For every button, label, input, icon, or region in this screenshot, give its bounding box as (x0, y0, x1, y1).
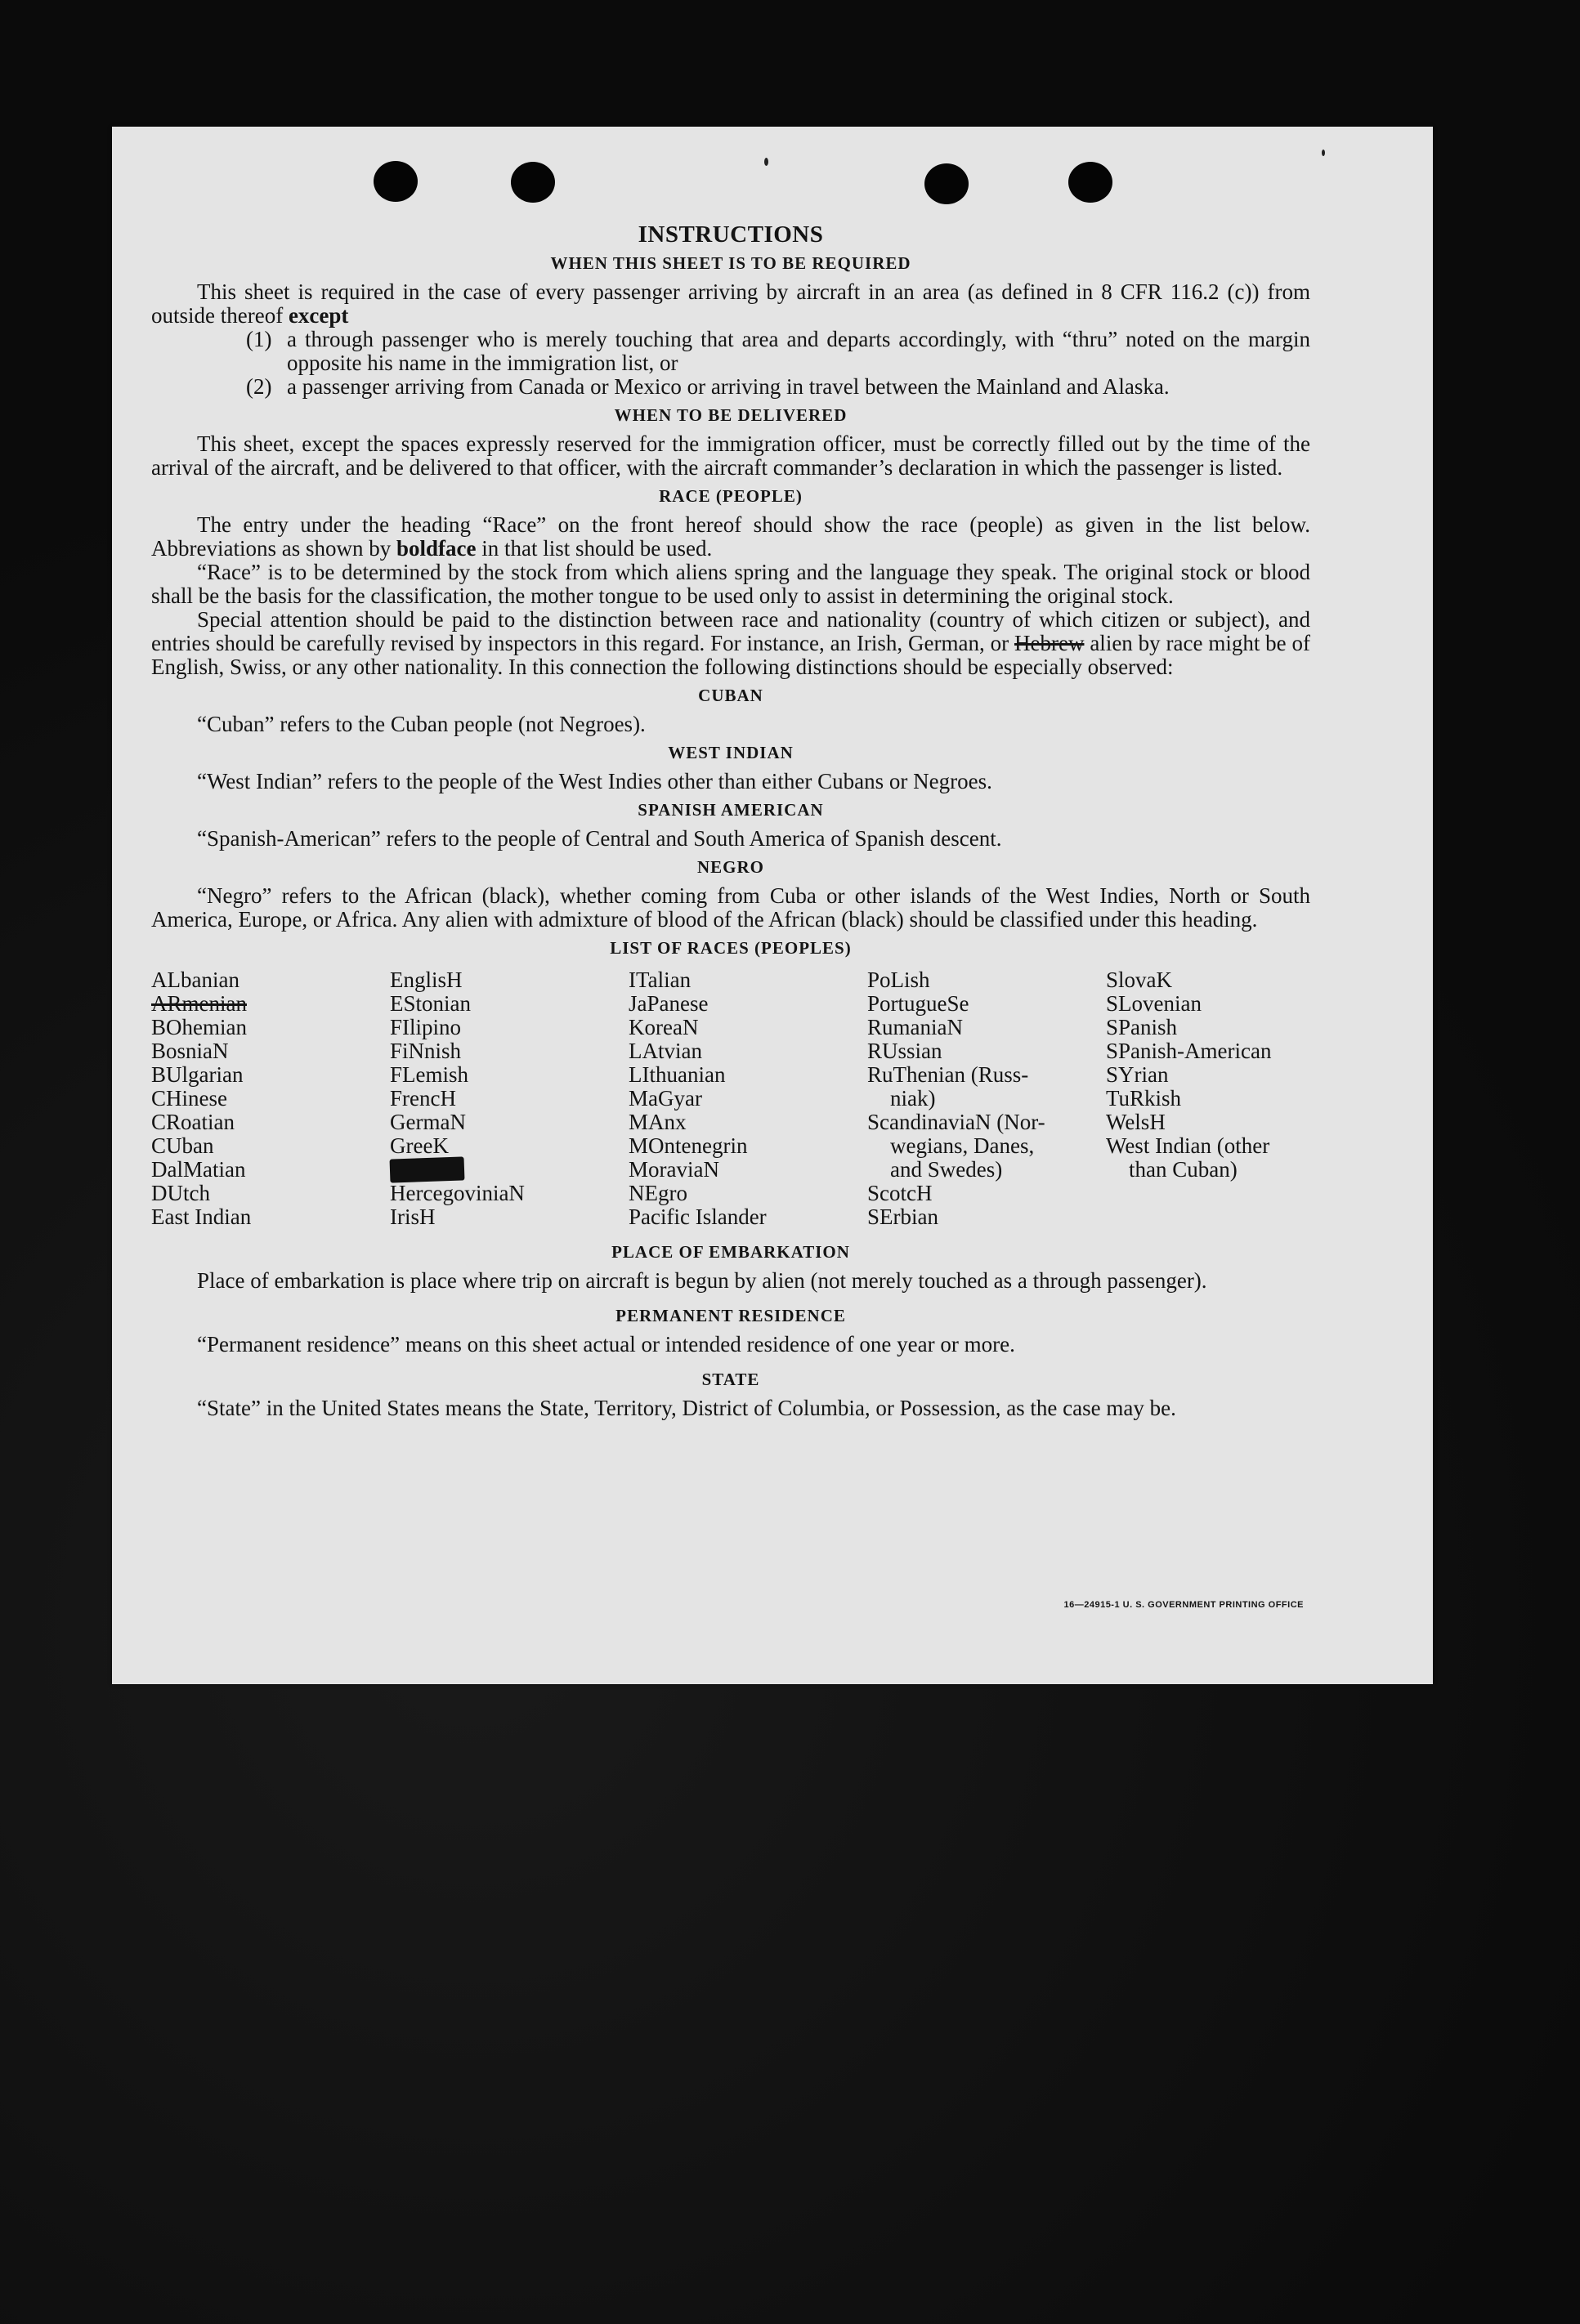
race-column (1106, 968, 1310, 1229)
race-item: East Indian (151, 1204, 252, 1229)
section-heading: WHEN THIS SHEET IS TO BE REQUIRED (550, 253, 911, 273)
race-item: CUban (151, 1133, 214, 1158)
paragraph: The entry under the heading “Race” on the front hereof should show the race (people) as given in the list below. Abbreviations as shown by boldface in that list should be used. (151, 512, 1310, 561)
paragraph: “Cuban” refers to the Cuban people (not Negroes). (197, 712, 646, 736)
race-item: CRoatian (151, 1110, 235, 1134)
race-item-redacted (390, 1158, 629, 1182)
punch-hole (924, 163, 969, 204)
race-item: MOntenegrin (629, 1133, 748, 1158)
race-item: DUtch (151, 1181, 210, 1205)
paragraph: This sheet, except the spaces expressly reserved for the immigration officer, must be correctly filled out by the time of the arrival of the aircraft, and be delivered to that officer, with the aircraft commander’s declaration in which the passenger is listed. (151, 431, 1310, 480)
race-item: SPanish (1106, 1015, 1178, 1039)
race-item: West Indian (other (1106, 1133, 1270, 1158)
race-item: FLemish (390, 1062, 469, 1087)
race-item: MoraviaN (629, 1157, 719, 1182)
section-heading: LIST OF RACES (PEOPLES) (610, 938, 852, 958)
race-column (867, 968, 1106, 1229)
race-item: RUssian (867, 1039, 942, 1063)
race-item: MAnx (629, 1110, 687, 1134)
race-item: BUlgarian (151, 1062, 244, 1087)
race-item: FrencH (390, 1086, 456, 1111)
section-heading: RACE (PEOPLE) (659, 486, 803, 506)
race-item: BOhemian (151, 1015, 247, 1039)
race-item: FIlipino (390, 1015, 462, 1039)
punch-hole (374, 161, 418, 202)
exception-item: (2) a passenger arriving from Canada or Mexico or arriving in travel between the Mainland and Alaska. (246, 374, 1170, 399)
race-item: ARmenian (151, 991, 247, 1016)
paragraph: “Negro” refers to the African (black), whether coming from Cuba or other islands of the West Indies, North or South America, Europe, or Africa. Any alien with admixture of blood of the African (black) should be classified under this heading. (151, 883, 1310, 932)
section-heading: PERMANENT RESIDENCE (615, 1306, 846, 1325)
race-item: SLovenian (1106, 991, 1202, 1016)
race-item: WelsH (1106, 1110, 1166, 1134)
race-item: PortugueSe (867, 991, 969, 1016)
race-item: BosniaN (151, 1039, 229, 1063)
race-list (151, 968, 1310, 1229)
race-item: SPanish-American (1106, 1039, 1272, 1063)
paragraph: “State” in the United States means the State, Territory, District of Columbia, or Possession, as the case may be. (197, 1396, 1176, 1420)
race-item: RumaniaN (867, 1015, 963, 1039)
race-item: MaGyar (629, 1086, 702, 1111)
race-item: LIthuanian (629, 1062, 726, 1087)
race-item: ScandinaviaN (Nor- (867, 1110, 1045, 1134)
struck-word: Hebrew (1014, 631, 1085, 655)
race-item: PoLish (867, 968, 930, 992)
race-item: JaPanese (629, 991, 709, 1016)
race-item-continued: niak) (890, 1086, 936, 1111)
scan-speck (1322, 150, 1325, 156)
section-heading: PLACE OF EMBARKATION (611, 1242, 850, 1262)
race-column (629, 968, 867, 1229)
race-item: ScotcH (867, 1181, 933, 1205)
race-column (390, 968, 629, 1229)
paragraph: “Spanish-American” refers to the people of Central and South America of Spanish descent. (197, 826, 1002, 851)
race-column (151, 968, 390, 1229)
race-item: EStonian (390, 991, 471, 1016)
section-heading: NEGRO (696, 857, 764, 877)
race-item: CHinese (151, 1086, 227, 1111)
document-sheet (112, 127, 1433, 1684)
race-item: SlovaK (1106, 968, 1172, 992)
race-item: GreeK (390, 1133, 449, 1158)
section-heading: WEST INDIAN (668, 743, 794, 762)
instructions-content (151, 223, 1310, 1420)
race-item: Pacific Islander (629, 1204, 767, 1229)
race-item: DalMatian (151, 1157, 246, 1182)
race-item: TuRkish (1106, 1086, 1182, 1111)
paragraph: Place of embarkation is place where trip on aircraft is begun by alien (not merely touched as a through passenger). (197, 1268, 1207, 1293)
race-item-continued: than Cuban) (1129, 1157, 1238, 1182)
race-item: IrisH (390, 1204, 436, 1229)
race-item: RuThenian (Russ- (867, 1062, 1029, 1087)
exception-item: (1) a through passenger who is merely touching that area and departs accordingly, with “thru” noted on the margin opposite his name in the immigration list, or (246, 327, 1310, 375)
paragraph: “Race” is to be determined by the stock from which aliens spring and the language they speak. The original stock or blood shall be the basis for the classification, the mother tongue to be used only to assist in determining the original stock. (151, 560, 1310, 608)
race-item: SErbian (867, 1204, 938, 1229)
section-heading: CUBAN (698, 686, 763, 705)
race-item: HercegoviniaN (390, 1181, 525, 1205)
scan-speck (764, 158, 768, 166)
section-heading: WHEN TO BE DELIVERED (614, 405, 848, 425)
paragraph: “West Indian” refers to the people of the West Indies other than either Cubans or Negroes. (197, 769, 992, 793)
section-heading: SPANISH AMERICAN (638, 800, 824, 820)
printer-code: 16—24915-1 U. S. GOVERNMENT PRINTING OFFICE (1063, 1600, 1304, 1610)
race-item: KoreaN (629, 1015, 699, 1039)
race-item: SYrian (1106, 1062, 1169, 1087)
race-item: LAtvian (629, 1039, 702, 1063)
race-item: GermaN (390, 1110, 466, 1134)
page-title: INSTRUCTIONS (638, 221, 824, 248)
paragraph: “Permanent residence” means on this sheet actual or intended residence of one year or more. (197, 1332, 1015, 1356)
paragraph: Special attention should be paid to the distinction between race and nationality (country of which citizen or subject), and entries should be carefully revised by inspectors in this regard. For instance, an Irish, German, or Hebrew alien by race might be of English, Swiss, or any other nationality. In this connection the following distinctions should be especially observed: (151, 607, 1311, 679)
paragraph: This sheet is required in the case of every passenger arriving by aircraft in an area (as defined in 8 CFR 116.2 (c)) from outside thereof except (151, 279, 1310, 328)
punch-hole (1068, 162, 1112, 203)
race-item: ITalian (629, 968, 692, 992)
section-heading: STATE (701, 1370, 760, 1389)
punch-hole (511, 162, 555, 203)
race-item: FiNnish (390, 1039, 462, 1063)
race-item-continued: and Swedes) (890, 1157, 1003, 1182)
race-item-continued: wegians, Danes, (890, 1133, 1035, 1158)
race-item: ALbanian (151, 968, 239, 992)
race-item: NEgro (629, 1181, 687, 1205)
race-item: EnglisH (390, 968, 463, 992)
